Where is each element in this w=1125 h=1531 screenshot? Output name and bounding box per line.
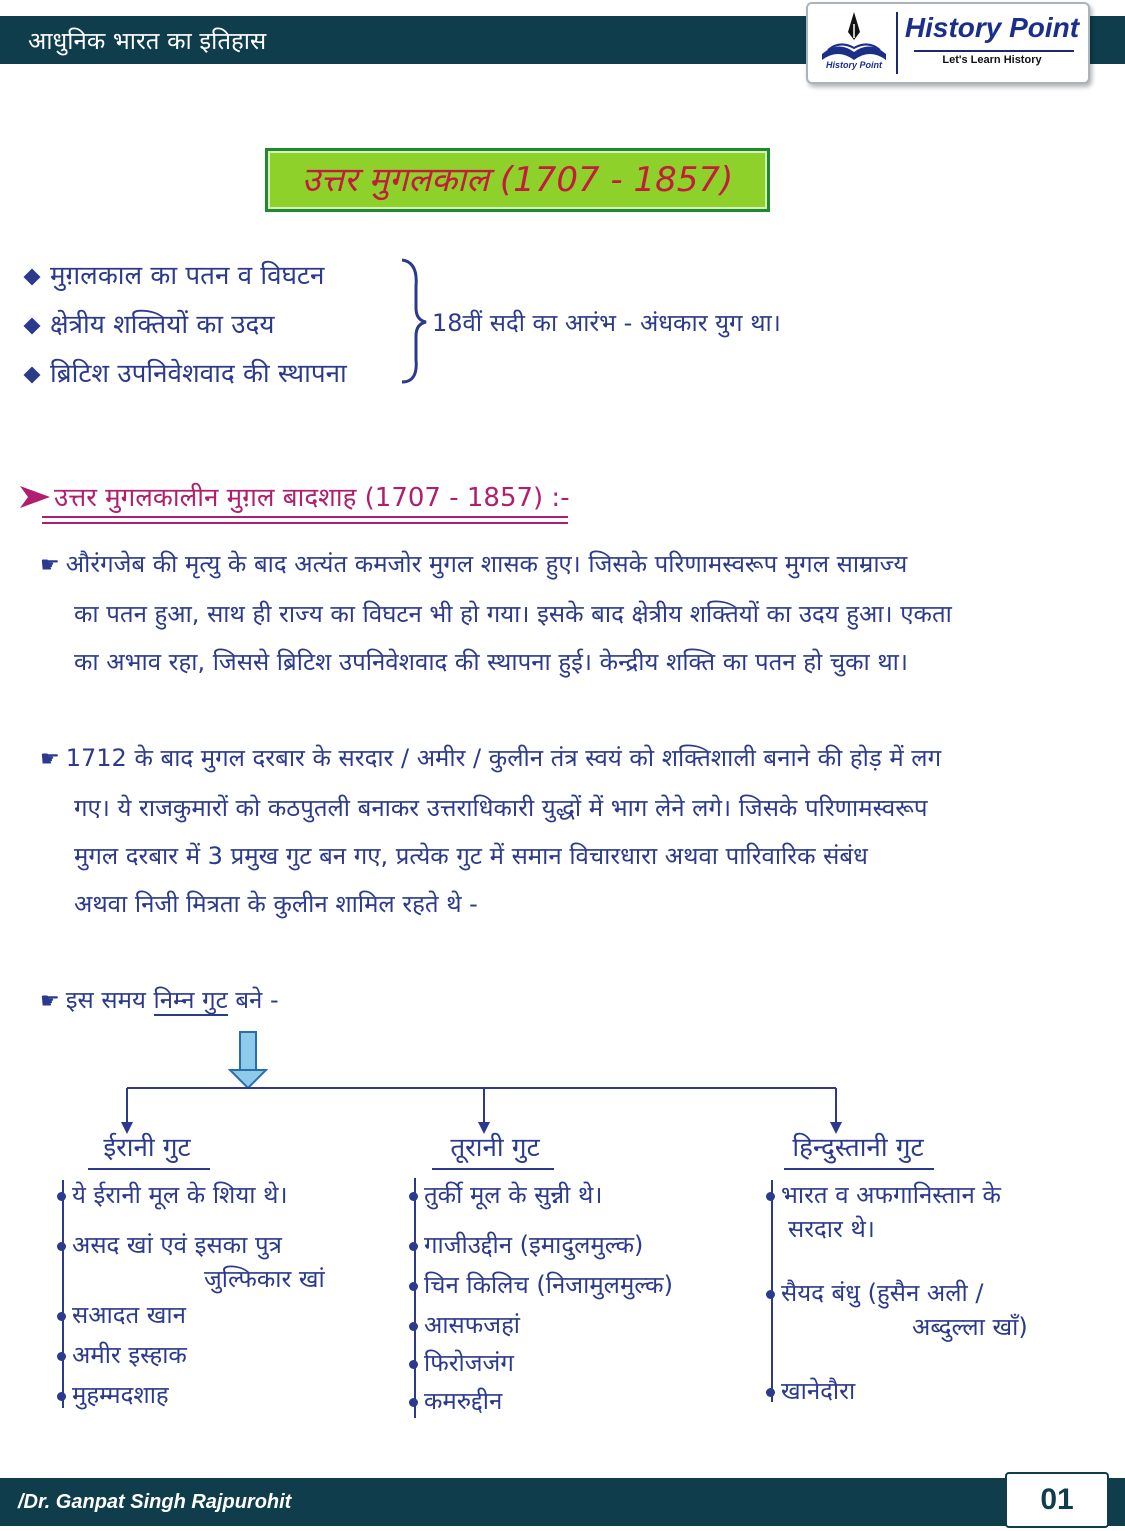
arrowhead-bullet-icon [20,484,52,510]
footer-bar [0,1478,1125,1526]
groups-tree-connector [0,1028,1125,1138]
bracket-note: 18वीं सदी का आरंभ - अंधकार युग था। [432,309,781,337]
author-name: /Dr. Ganpat Singh Rajpurohit [18,1491,292,1513]
para-line: औरंगजेब की मृत्यु के बाद अत्यंत कमजोर मुगल शासक हुए। जिसके परिणामस्वरूप मुगल साम्राज्य [65,550,908,578]
groups-intro-underlined: निम्न गुट [153,986,228,1014]
para-line: मुगल दरबार में 3 प्रमुख गुट बन गए, प्रत्येक गुट में समान विचारधारा अथवा पारिवारिक संबंध [74,842,868,870]
section-heading: उत्तर मुगलकालीन मुग़ल बादशाह (1707 - 1857) :- [54,483,570,513]
group-item: तुर्की मूल के सुन्नी थे। [409,1178,602,1211]
groups-intro-prefix: इस समय [65,986,146,1014]
heading-underline [42,516,568,518]
diamond-bullet-icon [24,268,41,285]
history-point-logo [806,2,1090,84]
bullet-dot-icon [409,1282,418,1291]
pointing-hand-icon: ☛ [40,989,60,1014]
bullet-dot-icon [409,1242,418,1251]
logo-divider [896,12,898,74]
bullet-dot-icon [57,1192,66,1201]
bullet-dot-icon [57,1242,66,1251]
page-number: 01 [1040,1483,1074,1516]
page-title: उत्तर मुगलकाल (1707 - 1857) [301,160,734,200]
bullet-dot-icon [409,1322,418,1331]
logo-tagline: Let's Learn History [942,54,1042,66]
diamond-bullet-icon [24,366,41,383]
groups-intro [40,976,1090,1026]
para-line: का अभाव रहा, जिससे ब्रिटिश उपनिवेशवाद की स्थापना हुई। केन्द्रीय शक्ति का पतन हो चुका था। [74,648,908,676]
group-item: ये ईरानी मूल के शिया थे। [57,1178,288,1211]
intro-bullet-text: मुग़लकाल का पतन व विघटन [50,261,325,291]
bullet-dot-icon [409,1398,418,1407]
intro-bullet [26,305,274,341]
group-heading-underline [432,1168,554,1170]
group-item: गाजीउद्दीन (इमादुलमुल्क) [409,1228,643,1261]
intro-bullet-text: क्षेत्रीय शक्तियों का उदय [50,310,275,340]
bullet-dot-icon [766,1388,775,1397]
logo-underline [914,50,1074,52]
group-item-continuation: सरदार थे। [788,1215,875,1243]
group-heading-turani: तूरानी गुट [450,1133,540,1163]
group-item: खानेदौरा [766,1374,855,1407]
bullet-dot-icon [57,1352,66,1361]
group-vertical-line [62,1180,64,1408]
para-line: गए। ये राजकुमारों को कठपुतली बनाकर उत्तराधिकारी युद्धों में भाग लेने लगे। जिसके परिणामस्वरूप [74,794,928,822]
group-item: फिरोजजंग [409,1346,514,1379]
group-item: चिन किलिच (निजामुलमुल्क) [409,1268,673,1301]
para-line: का पतन हुआ, साथ ही राज्य का विघटन भी हो गया। इसके बाद क्षेत्रीय शक्तियों का उदय हुआ। एकता [74,600,952,628]
bullet-dot-icon [57,1312,66,1321]
para-line: 1712 के बाद मुगल दरबार के सरदार / अमीर / कुलीन तंत्र स्वयं को शक्तिशाली बनाने की होड़ में लग [65,744,942,772]
group-heading-irani: ईरानी गुट [103,1133,191,1163]
group-item-continuation: अब्दुल्ला खाँ) [912,1313,1028,1341]
intro-bullet [26,256,324,292]
intro-bullet [26,354,347,390]
group-item: असद खां एवं इसका पुत्र [57,1228,282,1261]
curly-brace-icon [396,256,430,386]
logo-name: History Point [904,12,1080,43]
para-line: अथवा निजी मित्रता के कुलीन शामिल रहते थे - [74,890,478,918]
intro-bullet-text: ब्रिटिश उपनिवेशवाद की स्थापना [50,359,347,389]
paragraph-2 [40,734,1090,928]
groups-intro-suffix: बने - [235,986,279,1014]
group-heading-underline [88,1168,210,1170]
page-title-box [265,148,770,212]
group-heading-hindustani: हिन्दुस्तानी गुट [792,1133,924,1163]
heading-underline [42,522,568,524]
bullet-dot-icon [766,1192,775,1201]
bullet-dot-icon [57,1392,66,1401]
pointing-hand-icon: ☛ [40,553,60,578]
subject-title: आधुनिक भारत का इतिहास [28,27,267,55]
bullet-dot-icon [409,1360,418,1369]
pointing-hand-icon: ☛ [40,747,60,772]
group-item: कमरुद्दीन [409,1384,502,1417]
group-item: मुहम्मदशाह [57,1378,169,1411]
diamond-bullet-icon [24,317,41,334]
logo-emblem-text: History Point [825,60,882,70]
group-item: अमीर इस्हाक [57,1338,187,1371]
paragraph-1 [40,540,1090,686]
bullet-dot-icon [766,1290,775,1299]
group-item: आसफजहां [409,1308,520,1341]
group-heading-underline [784,1168,934,1170]
group-item: सैयद बंधु (हुसैन अली / [766,1276,983,1309]
group-item: भारत व अफगानिस्तान के [766,1178,1001,1211]
group-item: सआदत खान [57,1298,186,1331]
group-item-continuation: जुल्फिकार खां [204,1265,325,1293]
page-number-box [1005,1472,1109,1528]
bullet-dot-icon [409,1192,418,1201]
